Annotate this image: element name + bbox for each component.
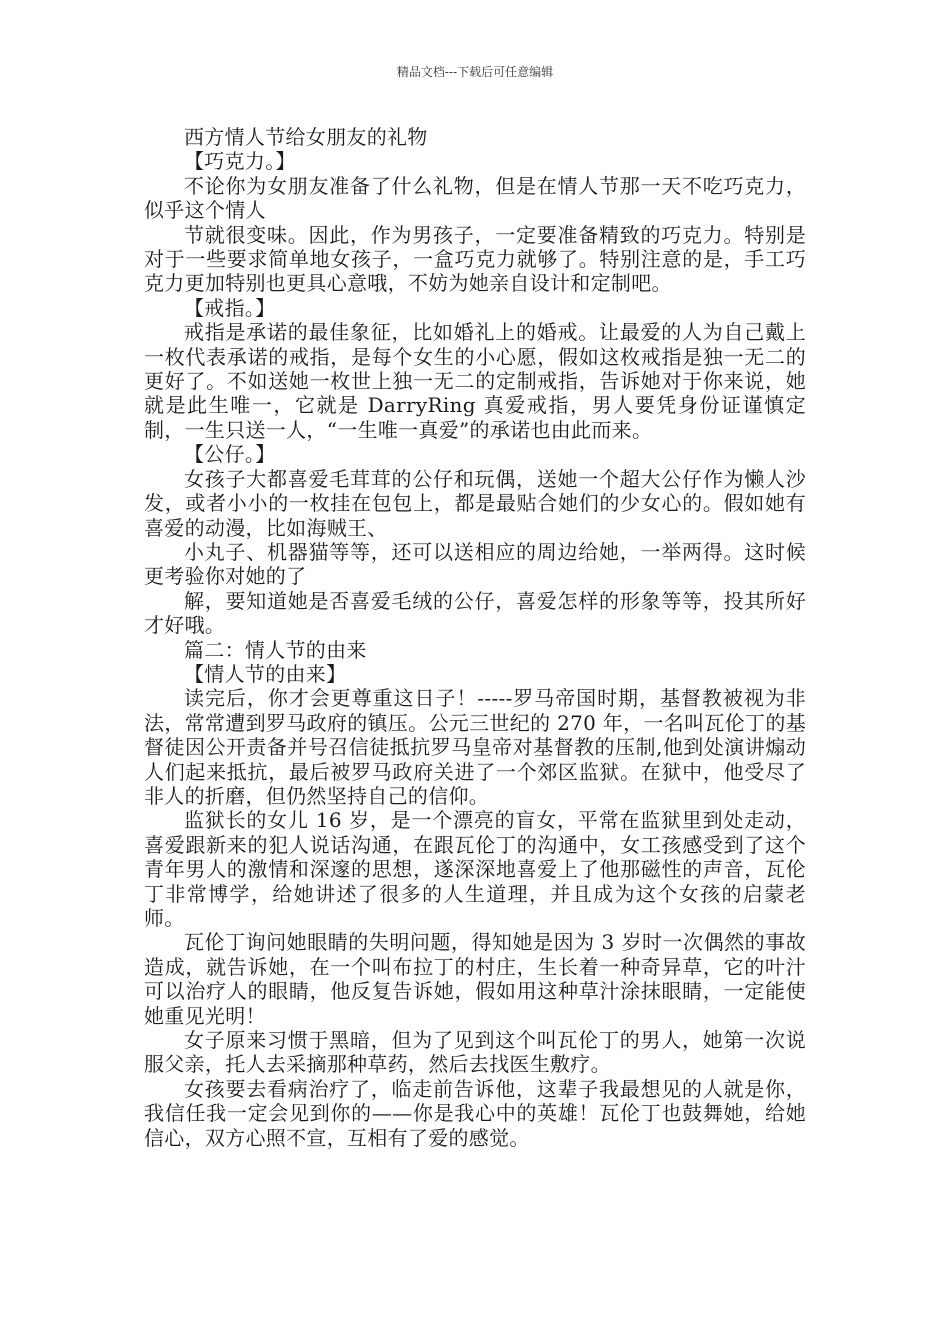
paragraph: 不论你为女朋友准备了什么礼物，但是在情人节那一天不吃巧克力，似乎这个情人 [144,173,806,223]
article-title: 西方情人节给女朋友的礼物 [184,125,428,149]
paragraph: 读完后，你才会更尊重这日子！-----罗马帝国时期，基督教被视为非法，常常遭到罗马政府的镇压。公元三世纪的 270 年，一名叫瓦伦丁的基督徒因公开责备并号召信徒抵抗罗马皇帝对基督教的压制,他到处演讲煽动人们起来抵抗，最后被罗马政府关进了一个郊区监狱。在狱中，他受尽了非人的折磨，但仍然坚持自己的信仰。 [144,686,806,808]
paragraph: 女孩子大都喜爱毛茸茸的公仔和玩偶，送她一个超大公仔作为懒人沙发，或者小小的一枚挂在包包上，都是最贴合她们的少女心的。假如她有喜爱的动漫，比如海贼王、 [144,466,806,540]
document-body [144,125,806,1150]
chapter-heading: 篇二：情人节的由来 [184,637,367,662]
paragraph: 戒指是承诺的最佳象征，比如婚礼上的婚戒。让最爱的人为自己戴上一枚代表承诺的戒指，是每个女生的小心愿，假如这枚戒指是独一无二的更好了。不如送她一枚世上独一无二的定制戒指，告诉她对于你来说，她就是此生唯一，它就是 DarryRing 真爱戒指，男人要凭身份证谨慎定制，一生只送一人，“一生唯一真爱”的承诺也由此而来。 [144,320,806,442]
paragraph: 小丸子、机器猫等等，还可以送相应的周边给她，一举两得。这时候更考验你对她的了 [144,539,806,589]
page-header: 精品文档---下载后可任意编辑 [396,65,554,79]
section-heading-plush: 【公仔。】 [184,442,276,467]
section-heading-chocolate: 【巧克力。】 [184,149,296,174]
section-heading-origin: 【情人节的由来】 [184,661,347,686]
section-heading-ring: 【戒指。】 [184,295,276,320]
paragraph: 瓦伦丁询问她眼睛的失明问题，得知她是因为 3 岁时一次偶然的事故造成，就告诉她，在一个叫布拉丁的村庄，生长着一种奇异草，它的叶汁可以治疗人的眼睛，他反复告诉她，假如用这种草汁涂抹眼睛，一定能使她重见光明！ [144,930,806,1028]
paragraph: 监狱长的女儿 16 岁，是一个漂亮的盲女，平常在监狱里到处走动，喜爱跟新来的犯人说话沟通，在跟瓦伦丁的沟通中，女工孩感受到了这个青年男人的激情和深邃的思想，遂深深地喜爱上了他那磁性的声音，瓦伦丁非常博学，给她讲述了很多的人生道理，并且成为这个女孩的启蒙老师。 [144,808,806,930]
paragraph: 节就很变味。因此，作为男孩子，一定要准备精致的巧克力。特别是对于一些要求简单地女孩子，一盒巧克力就够了。特别注意的是，手工巧克力更加特别也更具心意哦，不妨为她亲自设计和定制吧。 [144,222,806,296]
paragraph: 女子原来习惯于黑暗，但为了见到这个叫瓦伦丁的男人，她第一次说服父亲，托人去采摘那种草药，然后去找医生敷疗。 [144,1028,806,1077]
paragraph: 解，要知道她是否喜爱毛绒的公仔，喜爱怎样的形象等等，投其所好才好哦。 [144,588,806,638]
paragraph: 女孩要去看病治疗了，临走前告诉他，这辈子我最想见的人就是你，我信任我一定会见到你的——你是我心中的英雄！瓦伦丁也鼓舞她，给她信心，双方心照不宣，互相有了爱的感觉。 [144,1076,806,1150]
